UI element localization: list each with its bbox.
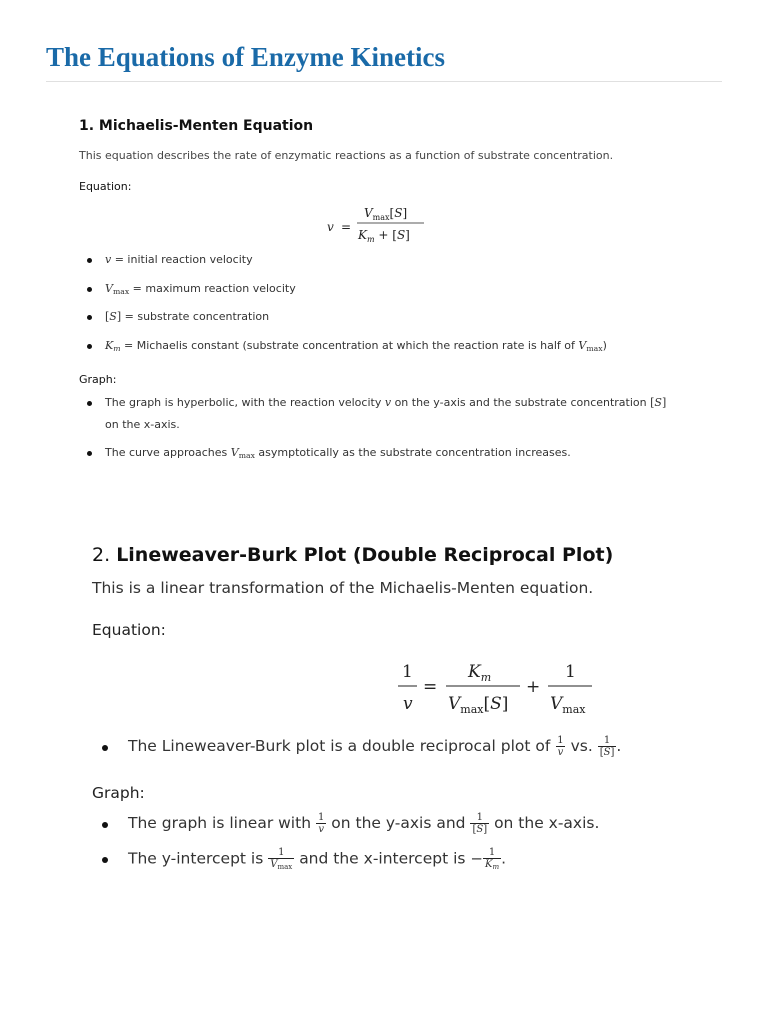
item-text: asymptotically as the substrate concentration increases.	[258, 446, 571, 459]
symbol: v	[384, 396, 392, 409]
item-text: The graph is hyperbolic, with the reaction velocity	[105, 396, 382, 409]
fraction-1-over-vmax: $\frac{1}{Vmax}$	[270, 847, 293, 871]
svg-text:v: v	[327, 220, 334, 234]
item-text: on the x-axis.	[105, 418, 180, 431]
list-item	[92, 812, 732, 835]
symbol: v	[105, 253, 112, 266]
title-divider	[46, 81, 722, 82]
svg-text:Km: $K_m$	[468, 662, 492, 684]
list-item	[79, 310, 679, 339]
svg-text:Km + [S]: $K_m + [S]$	[358, 228, 410, 244]
michaelis-menten-equation	[79, 199, 679, 253]
lineweaver-burk-equation	[92, 643, 732, 727]
item-text: The curve approaches	[105, 446, 228, 459]
item-text: and the x-intercept is	[299, 849, 466, 868]
list-item	[79, 392, 679, 436]
graph-points	[79, 392, 679, 467]
list-item: The y-intercept is $\frac{1}{Vmax}$ and the x-intercept is − $\frac{1}{Km}$ .	[92, 847, 732, 871]
fraction-1-over-v: $\frac{1}{v}$	[317, 812, 325, 835]
item-text: The graph is linear with	[128, 814, 312, 832]
equation-graphic	[92, 643, 732, 727]
graph-label: Graph:	[92, 784, 145, 802]
item-text: on the y-axis and	[331, 814, 466, 832]
equation-label: Equation:	[92, 621, 166, 639]
item-text: = Michaelis constant (substrate concentration at which the reaction rate is half of	[124, 338, 575, 352]
section-description: This is a linear transformation of the Michaelis-Menten equation.	[92, 579, 594, 597]
list-item	[79, 442, 679, 467]
symbol: [S]	[105, 310, 122, 323]
svg-text:1: 1	[402, 662, 413, 682]
section-lineweaver-burk	[92, 544, 732, 871]
item-text: .	[616, 737, 622, 755]
heading-title: Lineweaver-Burk Plot (Double Reciprocal Plot)	[116, 544, 614, 566]
fraction-1-over-s: $\frac{1}{[S]}$	[472, 812, 488, 835]
equation-label: Equation:	[79, 180, 132, 193]
svg-text:Vmax[S]: $V_{max}[S]$	[448, 694, 509, 716]
svg-text:v: v	[403, 694, 413, 714]
item-text: )	[602, 338, 607, 352]
fraction-1-over-s: $\frac{1}{[S]}$	[599, 735, 615, 758]
list-item	[79, 282, 679, 311]
item-text: The Lineweaver-Burk plot is a double reciprocal plot of	[128, 737, 551, 755]
page-title: The Equations of Enzyme Kinetics	[46, 42, 446, 72]
item-text: = maximum reaction velocity	[132, 281, 296, 295]
item-text: .	[501, 849, 507, 868]
item-text: = substrate concentration	[124, 310, 270, 323]
symbol: Vmax	[578, 338, 603, 353]
graph-label: Graph:	[79, 373, 117, 386]
svg-text:Vmax[S]: $V_{max}[S]$	[364, 206, 408, 222]
symbol: Vmax	[105, 281, 130, 296]
section-michaelis-menten	[79, 118, 679, 473]
plot-description-list	[92, 735, 732, 758]
graph-points	[92, 812, 732, 871]
list-item	[79, 253, 679, 282]
item-text: on the y-axis and the substrate concentration	[394, 396, 647, 409]
equation-graphic	[79, 199, 679, 253]
fraction-1-over-km: $\frac{1}{Km}$	[484, 847, 500, 871]
section-heading	[92, 544, 732, 566]
item-text: on the x-axis.	[494, 814, 600, 832]
item-text: The y-intercept is	[128, 849, 264, 868]
section-heading: 1. Michaelis-Menten Equation	[79, 118, 314, 134]
svg-text:1: 1	[565, 662, 576, 682]
list-item	[92, 735, 732, 758]
fraction-1-over-v: $\frac{1}{v}$	[557, 735, 564, 758]
svg-text:+: +	[526, 677, 541, 697]
symbol: Vmax	[230, 446, 255, 460]
item-text: = initial reaction velocity	[114, 253, 253, 266]
section-description: This equation describes the rate of enzymatic reactions as a function of substrate concentration.	[79, 149, 614, 162]
variable-list	[79, 253, 679, 367]
symbol: [S]	[650, 396, 667, 409]
list-item	[79, 339, 679, 368]
svg-text:=: =	[341, 220, 352, 234]
svg-text:=: =	[423, 677, 438, 697]
svg-text:Vmax: $V_{max}$	[550, 694, 586, 716]
heading-number: 2.	[92, 544, 111, 566]
symbol: Km	[105, 338, 121, 353]
item-text: vs.	[570, 737, 593, 755]
